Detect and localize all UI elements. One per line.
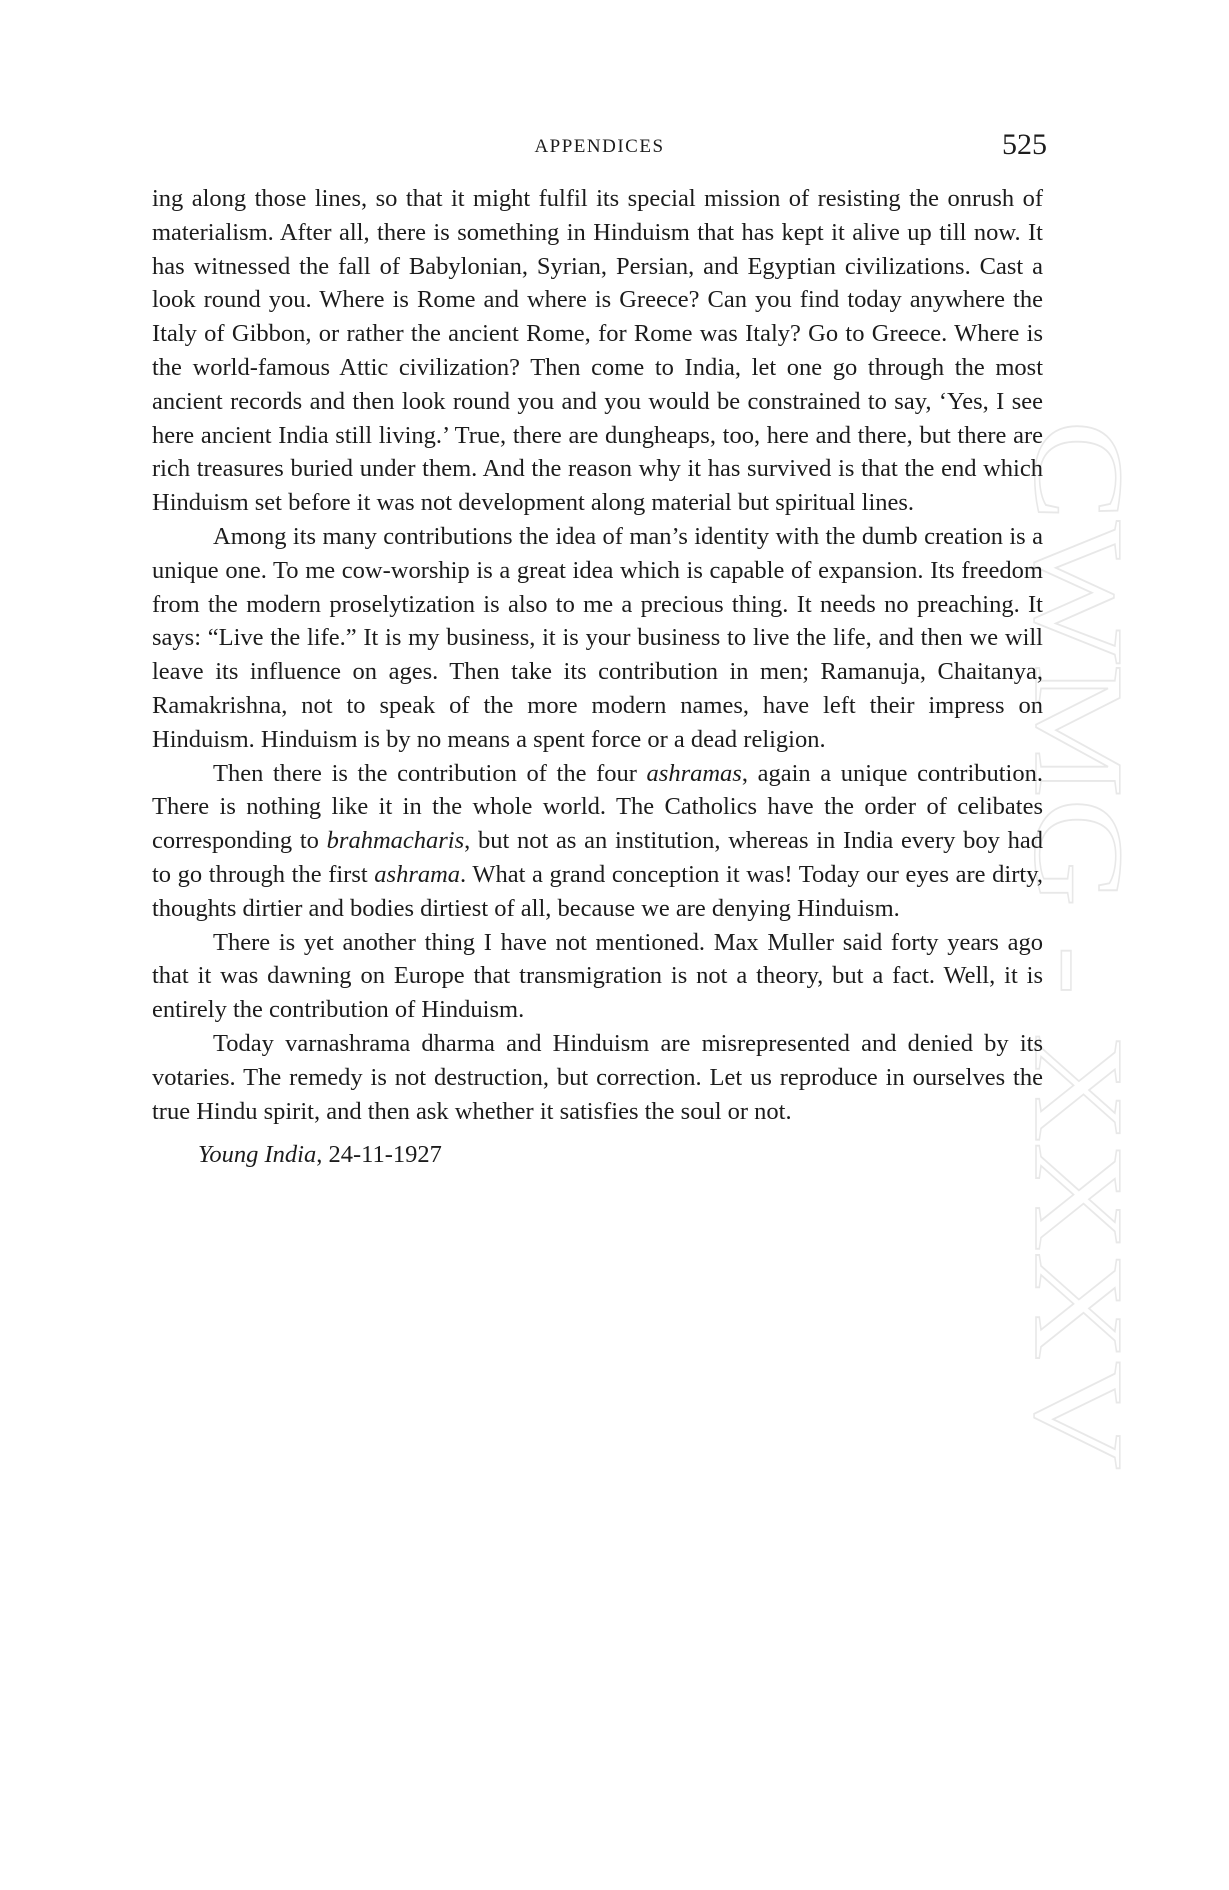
source-date: , 24-11-1927 — [316, 1141, 442, 1169]
paragraph-list — [152, 182, 1043, 1128]
text-run: . What a grand conception it was! Today our eyes are dirty, thoughts dirtier and bodies dirtiest of all, because we are denying Hinduism. — [152, 860, 1043, 922]
paragraph — [152, 926, 1043, 1027]
text-run: Today varnashrama dharma and Hinduism are misrepresented and denied by its votaries. The remedy is not destruction, but correction. Let us reproduce in ourselves the true Hindu spirit, and then ask whether it satisfies the soul or not. — [152, 1029, 1043, 1125]
body-text — [152, 182, 1043, 1172]
source-citation — [152, 1138, 1043, 1172]
paragraph — [152, 520, 1043, 757]
italic-term: ashramas — [646, 759, 742, 787]
watermark-text: CWMG - XXXV — [1008, 420, 1150, 1309]
text-run: There is yet another thing I have not mentioned. Max Muller said forty years ago that it was dawning on Europe that transmigration is not a theory, but a fact. Well, it is entirely the contribution of Hinduism. — [152, 928, 1043, 1024]
italic-term: brahmacharis — [326, 827, 465, 855]
page-number: 525 — [1002, 128, 1047, 161]
running-head: APPENDICES — [534, 136, 665, 157]
text-run: Then there is the contribution of the four — [213, 759, 647, 787]
italic-term: ashrama — [374, 860, 461, 888]
page-header — [152, 128, 1047, 168]
text-run: , but not as an institution, whereas in India every boy had to go through the first — [152, 827, 1043, 888]
text-run: ing along those lines, so that it might fulfil its special mission of resisting the onrush of materialism. After all, there is something in Hinduism that has kept it alive up till now. It has witnessed the fall of Babylonian, Syrian, Persian, and Egyptian civilizations. Cast a look round you. Where is Rome and where is Greece? Can you find today anywhere the Italy of Gibbon, or rather the ancient Rome, for Rome was Italy? Go to Greece. Where is the world-famous Attic civilization? Then come to India, let one go through the most ancient records and then look round you and you would be constrained to say, ‘Yes, I see here ancient India still living.’ True, there are dungheaps, too, here and there, but there are rich treasures buried under them. And the reason why it has survived is that the end which Hinduism set before it was not development along material but spiritual lines. — [152, 185, 1043, 517]
paragraph — [152, 1027, 1043, 1128]
paragraph — [152, 757, 1043, 926]
text-run: Among its many contributions the idea of man’s identity with the dumb creation is a unique one. To me cow-worship is a great idea which is capable of expansion. Its freedom from the modern proselytization is also to me a precious thing. It needs no preaching. It says: “Live the life.” It is my business, it is your business to live the life, and then we will leave its influence on ages. Then take its contribution in men; Ramanuja, Chaitanya, Ramakrishna, not to speak of the more modern names, have left their impress on Hinduism. Hinduism is by no means a spent force or a dead religion. — [152, 522, 1043, 753]
source-publication: Young India — [198, 1141, 317, 1169]
text-run: , again a unique contribution. There is nothing like it in the whole world. The Catholics have the order of celibates corresponding to — [152, 759, 1043, 855]
paragraph — [152, 182, 1043, 520]
